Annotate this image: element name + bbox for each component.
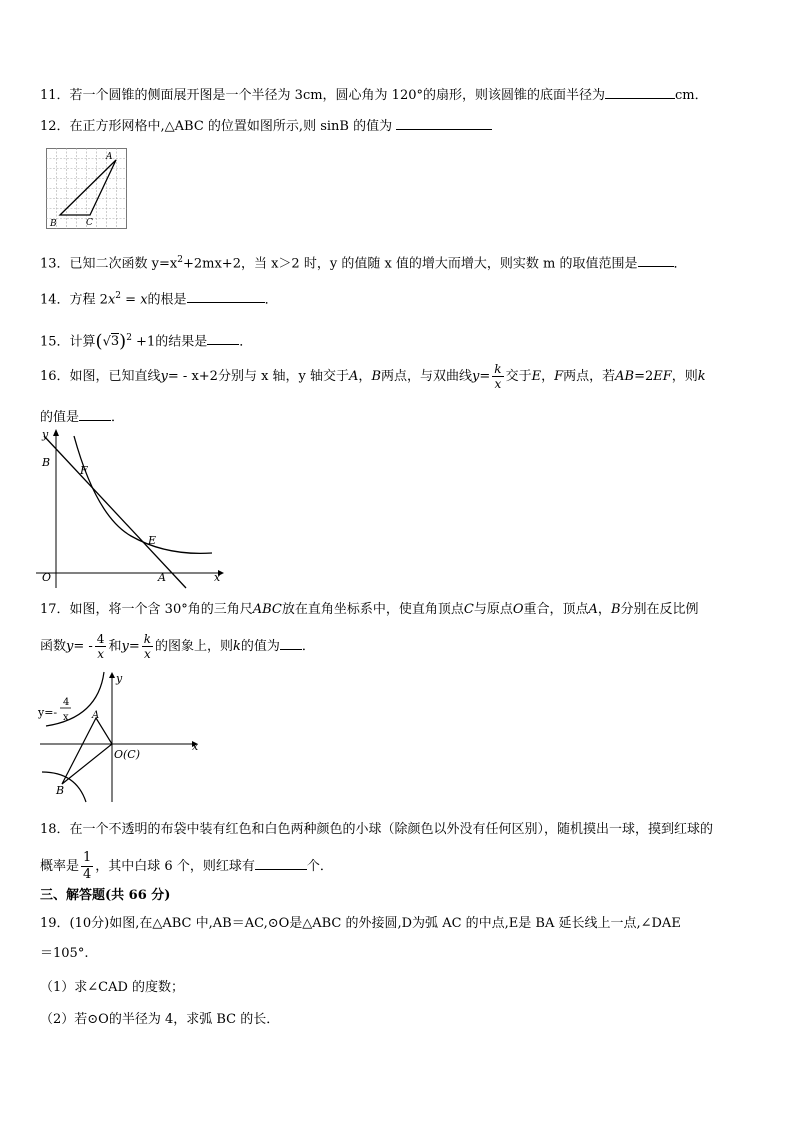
- question-14: [40, 286, 758, 310]
- label-b: B: [50, 219, 57, 229]
- q17-point-a: A: [588, 602, 598, 617]
- q16-seg-ef: EF: [653, 369, 672, 384]
- label-a: A: [92, 710, 100, 721]
- q17-point-o: O: [512, 602, 524, 617]
- q16-text-a: 16．如图，已知直线: [40, 369, 161, 384]
- q17-eq2: =: [128, 639, 140, 654]
- q17-text-d: 重合，顶点: [523, 602, 589, 617]
- q17-fraction-4-over-x: [95, 632, 107, 661]
- q15-text-a: 15．计算: [40, 334, 96, 350]
- curve-label-den: x: [63, 712, 69, 723]
- q17-point-b: B: [610, 602, 621, 617]
- q17-text-a: 17．如图，将一个含 30°角的三角尺: [40, 602, 253, 617]
- label-e: E: [148, 534, 157, 547]
- q17-fraction-k-over-x: [142, 632, 153, 661]
- question-19-line2: [40, 944, 758, 964]
- label-a: A: [158, 571, 166, 584]
- q17-text-line2-a: 函数: [40, 639, 67, 654]
- question-16-line2: [40, 406, 758, 428]
- q14-var-x2: x: [140, 292, 148, 308]
- q17-var-y: y: [66, 639, 74, 654]
- q19-text-line2: ＝105°.: [40, 946, 89, 961]
- hyperbola: [74, 436, 212, 553]
- sqrt-symbol: √: [102, 334, 111, 350]
- q16-var-y2: y: [472, 369, 480, 384]
- q18-text-line1: 18．在一个不透明的布袋中装有红色和白色两种颜色的小球（除颜色以外没有任何区别），随机摸出一球，摸到红球的: [40, 822, 714, 837]
- q16-point-b: B: [371, 369, 381, 384]
- q15-radicand: 3: [110, 334, 120, 350]
- q18-frac-den: 4: [83, 867, 92, 882]
- q12-text: 12．在正方形网格中,△ABC 的位置如图所示,则 sinB 的值为: [40, 119, 393, 134]
- q19-text-line1: 19．(10分)如图,在△ABC 中,AB＝AC,⊙O是△ABC 的外接圆,D为弧 AC 的中点,E是 BA 延长线上一点,∠DAE: [40, 916, 681, 931]
- q17-end: ．: [301, 639, 315, 654]
- q16-point-a: A: [349, 369, 359, 384]
- label-o: O: [42, 571, 52, 584]
- axis-label-x: x: [192, 740, 199, 753]
- curve-label-lhs: y=-: [38, 706, 58, 719]
- q14-end: ．: [264, 292, 278, 308]
- q18-frac-num: 1: [83, 850, 92, 865]
- q16-seg-ab: AB: [615, 369, 635, 384]
- q12-answer-blank[interactable]: [396, 115, 492, 130]
- q16-text-f: ，则: [671, 369, 698, 384]
- question-16: [40, 362, 758, 392]
- q15-answer-blank[interactable]: [207, 330, 239, 345]
- question-15: 15．计算$(√3)^2 +1$的结果是 ．: [40, 330, 253, 352]
- question-18-line2: [40, 848, 758, 886]
- q16-text-e: 两点，若: [563, 369, 616, 384]
- q17-frac2-num: k: [143, 632, 151, 646]
- question-11: [40, 84, 758, 106]
- line-ab: [44, 436, 186, 588]
- q16-comma: ，: [358, 369, 372, 384]
- q17-text-line2-c: 的值为: [240, 639, 280, 654]
- q17-and: 和: [108, 639, 122, 654]
- question-17-line2: [40, 630, 758, 664]
- q18-text-a: 概率是: [40, 859, 80, 874]
- label-c: C: [86, 218, 93, 228]
- q16-text-line2: 的值是: [40, 410, 80, 425]
- q17-text-c: 与原点: [473, 602, 513, 617]
- section-3-heading: 三、解答题(共 66 分): [40, 888, 171, 903]
- q18-fraction: [81, 850, 93, 883]
- q15-radical-expr: (: [95, 330, 103, 352]
- curve-label-num: 4: [63, 697, 70, 708]
- q16-figure: [36, 426, 236, 590]
- q17-point-c: C: [463, 602, 474, 617]
- q16-var-y: y: [160, 369, 168, 384]
- q18-text-b: ，其中白球 6 个，则红球有: [95, 859, 255, 874]
- q13-answer-blank[interactable]: [638, 252, 674, 267]
- q16-text-b: = - x+2分别与 x 轴，y 轴交于: [167, 369, 350, 384]
- q16-text-c: 两点，与双曲线: [381, 369, 473, 384]
- q17-eq: = -: [73, 639, 93, 654]
- question-19-sub2: [40, 1010, 758, 1030]
- q14-text-c: 的根是: [147, 292, 187, 308]
- label-f: F: [80, 464, 88, 477]
- q16-frac-den: x: [494, 377, 502, 391]
- q16-answer-blank[interactable]: [79, 406, 111, 421]
- q16-comma2: ，: [541, 369, 555, 384]
- q16-eq2: =2: [634, 369, 654, 384]
- q14-exponent: 2: [115, 291, 122, 301]
- q16-end: ．: [111, 410, 125, 425]
- q16-text-d: 交于: [505, 369, 532, 384]
- q16-frac-num: k: [494, 362, 502, 376]
- axis-label-y: y: [116, 672, 123, 685]
- q16-point-e: E: [531, 369, 542, 384]
- q17-comma: ，: [597, 602, 611, 617]
- q15-exponent: 2: [126, 333, 132, 343]
- q16-point-f: F: [554, 369, 564, 384]
- q17-tri-abc: ABC: [252, 602, 282, 617]
- q19-sub1-text: （1）求∠CAD 的度数；: [40, 980, 185, 995]
- q14-text-b: =: [121, 292, 141, 308]
- q14-answer-blank[interactable]: [187, 288, 265, 303]
- question-18: [40, 820, 758, 840]
- triangle-abc: [62, 718, 112, 784]
- q11-unit: cm．: [675, 88, 708, 103]
- label-b: B: [42, 456, 51, 469]
- q17-frac1-num: 4: [96, 632, 105, 646]
- q17-frac1-den: x: [97, 647, 104, 661]
- label-a: A: [106, 152, 113, 162]
- q17-figure: [36, 668, 206, 804]
- label-o-c: O(C): [114, 748, 141, 761]
- q13-text-b: +2mx+2，当 x＞2 时，y 的值随 x 值的增大而增大，则实数 m 的取值范围是: [182, 256, 638, 272]
- q18-text-c: 个．: [306, 859, 333, 874]
- q17-text-line2-b: 的图象上，则: [155, 639, 234, 654]
- q14-var-x: x: [107, 292, 116, 308]
- axis-label-y: y: [42, 428, 49, 441]
- q11-answer-blank[interactable]: [605, 84, 675, 99]
- q12-grid-figure: [46, 148, 128, 232]
- y-axis-arrow: [109, 672, 115, 678]
- question-13: [40, 250, 758, 274]
- q13-text-a: 13．已知二次函数 y=x: [40, 256, 178, 272]
- axis-label-x: x: [214, 571, 221, 584]
- q17-text-b: 放在直角坐标系中，使直角顶点: [281, 602, 464, 617]
- label-b: B: [56, 784, 65, 797]
- q17-answer-blank[interactable]: [280, 635, 302, 650]
- q16-var-k: k: [697, 369, 706, 384]
- q16-eq: =: [479, 369, 491, 384]
- question-19: [40, 914, 758, 934]
- q13-exponent: 2: [177, 255, 183, 265]
- q16-fraction-k-over-x: [492, 362, 503, 391]
- q17-var-k: k: [233, 639, 241, 654]
- q17-frac2-den: x: [143, 647, 151, 661]
- q15-end: ．: [239, 334, 253, 350]
- q17-text-e: 分别在反比例: [620, 602, 699, 617]
- q11-text: 11．若一个圆锥的侧面展开图是一个半径为 3cm，圆心角为 120°的扇形，则该圆锥的底面半径为: [40, 88, 605, 103]
- y-axis-arrow: [53, 429, 59, 436]
- question-12: [40, 115, 758, 137]
- question-17: [40, 600, 758, 620]
- q15-text-b: +1的结果是: [131, 334, 208, 350]
- question-19-sub1: [40, 978, 758, 998]
- q19-sub2-text: （2）若⊙O的半径为 4，求弧 BC 的长．: [40, 1012, 280, 1027]
- q14-text-a: 14．方程 2: [40, 292, 108, 308]
- q17-var-y2: y: [121, 639, 129, 654]
- q13-end: ．: [673, 256, 687, 272]
- q18-answer-blank[interactable]: [255, 855, 307, 870]
